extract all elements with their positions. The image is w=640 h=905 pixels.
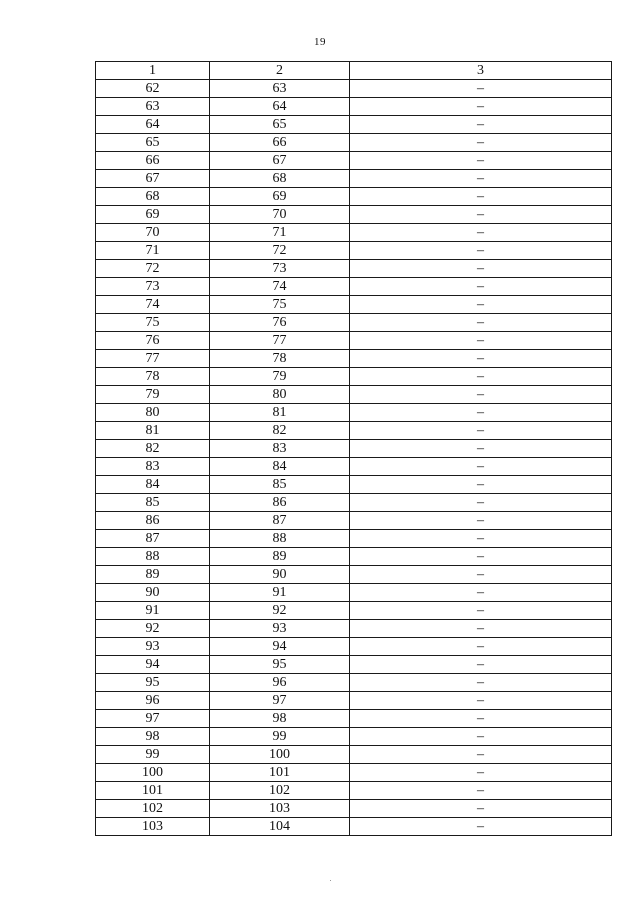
column-header-2: 2: [210, 62, 350, 80]
table-cell-col-1: 71: [96, 242, 210, 260]
table-cell-col-2: 91: [210, 584, 350, 602]
table-cell-col-1: 65: [96, 134, 210, 152]
table-row: [96, 512, 612, 530]
table-cell-col-3: –: [350, 764, 612, 782]
table-cell-col-2: 79: [210, 368, 350, 386]
table-cell-col-3: –: [350, 116, 612, 134]
table-cell-col-1: 92: [96, 620, 210, 638]
table-cell-col-3: –: [350, 566, 612, 584]
table-cell-col-2: 86: [210, 494, 350, 512]
table-row: [96, 152, 612, 170]
table-cell-col-2: 90: [210, 566, 350, 584]
table-row: [96, 782, 612, 800]
table-row: [96, 800, 612, 818]
table-cell-col-3: –: [350, 746, 612, 764]
table-row: [96, 296, 612, 314]
table-cell-col-1: 80: [96, 404, 210, 422]
table-cell-col-1: 95: [96, 674, 210, 692]
table-cell-col-1: 86: [96, 512, 210, 530]
table-row: [96, 692, 612, 710]
table-cell-col-2: 84: [210, 458, 350, 476]
table-cell-col-2: 87: [210, 512, 350, 530]
table-row: [96, 80, 612, 98]
table-cell-col-2: 75: [210, 296, 350, 314]
table-cell-col-2: 78: [210, 350, 350, 368]
table-row: [96, 656, 612, 674]
table-cell-col-3: –: [350, 476, 612, 494]
table-cell-col-1: 62: [96, 80, 210, 98]
table-row: [96, 674, 612, 692]
table-row: [96, 566, 612, 584]
table-cell-col-1: 83: [96, 458, 210, 476]
table-cell-col-1: 91: [96, 602, 210, 620]
table-cell-col-2: 64: [210, 98, 350, 116]
table-cell-col-1: 74: [96, 296, 210, 314]
table-cell-col-1: 93: [96, 638, 210, 656]
table-cell-col-2: 65: [210, 116, 350, 134]
table-cell-col-2: 103: [210, 800, 350, 818]
table-row: [96, 494, 612, 512]
table-row: [96, 350, 612, 368]
table-cell-col-2: 74: [210, 278, 350, 296]
table-cell-col-2: 102: [210, 782, 350, 800]
table-cell-col-3: –: [350, 206, 612, 224]
table-row: [96, 422, 612, 440]
table-row: [96, 458, 612, 476]
table-row: [96, 548, 612, 566]
table-cell-col-1: 76: [96, 332, 210, 350]
table-cell-col-3: –: [350, 260, 612, 278]
table-cell-col-1: 79: [96, 386, 210, 404]
table-cell-col-2: 72: [210, 242, 350, 260]
table-cell-col-2: 67: [210, 152, 350, 170]
table-cell-col-3: –: [350, 440, 612, 458]
table-cell-col-1: 75: [96, 314, 210, 332]
table-row: [96, 620, 612, 638]
table-cell-col-1: 67: [96, 170, 210, 188]
table-cell-col-1: 102: [96, 800, 210, 818]
table-cell-col-1: 66: [96, 152, 210, 170]
table-cell-col-3: –: [350, 170, 612, 188]
table-cell-col-2: 63: [210, 80, 350, 98]
table-cell-col-3: –: [350, 296, 612, 314]
table-cell-col-2: 94: [210, 638, 350, 656]
table-row: [96, 728, 612, 746]
table-row: [96, 242, 612, 260]
table-cell-col-2: 93: [210, 620, 350, 638]
table-row: [96, 764, 612, 782]
table-cell-col-1: 98: [96, 728, 210, 746]
table-cell-col-3: –: [350, 656, 612, 674]
table-cell-col-3: –: [350, 98, 612, 116]
table-cell-col-3: –: [350, 242, 612, 260]
table-cell-col-3: –: [350, 134, 612, 152]
table-cell-col-2: 98: [210, 710, 350, 728]
table-cell-col-3: –: [350, 278, 612, 296]
table-cell-col-1: 96: [96, 692, 210, 710]
table-cell-col-2: 88: [210, 530, 350, 548]
table-cell-col-1: 69: [96, 206, 210, 224]
table-cell-col-3: –: [350, 818, 612, 836]
table-row: [96, 98, 612, 116]
table-row: [96, 332, 612, 350]
table-row: [96, 530, 612, 548]
table-cell-col-1: 84: [96, 476, 210, 494]
table-cell-col-2: 101: [210, 764, 350, 782]
table-body: [96, 80, 612, 836]
table-row: [96, 404, 612, 422]
table-cell-col-2: 71: [210, 224, 350, 242]
table-row: [96, 188, 612, 206]
table-row: [96, 224, 612, 242]
table-cell-col-1: 68: [96, 188, 210, 206]
table-row: [96, 584, 612, 602]
table-row: [96, 170, 612, 188]
table-row: [96, 476, 612, 494]
table-cell-col-3: –: [350, 620, 612, 638]
table-cell-col-2: 76: [210, 314, 350, 332]
header-row: [96, 62, 612, 80]
table-cell-col-2: 82: [210, 422, 350, 440]
page-number: 19: [314, 36, 326, 48]
table-cell-col-3: –: [350, 188, 612, 206]
table-cell-col-2: 77: [210, 332, 350, 350]
table-cell-col-3: –: [350, 674, 612, 692]
table-cell-col-1: 78: [96, 368, 210, 386]
column-header-3: 3: [350, 62, 612, 80]
table-cell-col-1: 64: [96, 116, 210, 134]
column-header-1: 1: [96, 62, 210, 80]
table-cell-col-2: 99: [210, 728, 350, 746]
table-cell-col-3: –: [350, 602, 612, 620]
table-cell-col-2: 100: [210, 746, 350, 764]
table-cell-col-3: –: [350, 458, 612, 476]
table-cell-col-3: –: [350, 422, 612, 440]
data-table: [95, 61, 612, 836]
table-cell-col-2: 70: [210, 206, 350, 224]
table-cell-col-3: –: [350, 404, 612, 422]
table-cell-col-1: 63: [96, 98, 210, 116]
table-cell-col-1: 90: [96, 584, 210, 602]
table-cell-col-1: 73: [96, 278, 210, 296]
table-row: [96, 260, 612, 278]
table-cell-col-3: –: [350, 584, 612, 602]
table-row: [96, 746, 612, 764]
table-cell-col-3: –: [350, 512, 612, 530]
table-cell-col-2: 96: [210, 674, 350, 692]
table-cell-col-3: –: [350, 494, 612, 512]
table-cell-col-2: 92: [210, 602, 350, 620]
table-cell-col-2: 89: [210, 548, 350, 566]
table-cell-col-2: 80: [210, 386, 350, 404]
table-row: [96, 278, 612, 296]
table-cell-col-1: 85: [96, 494, 210, 512]
table-cell-col-2: 69: [210, 188, 350, 206]
table-cell-col-1: 89: [96, 566, 210, 584]
table-row: [96, 440, 612, 458]
table-cell-col-3: –: [350, 800, 612, 818]
table-row: [96, 710, 612, 728]
table-row: [96, 818, 612, 836]
table-cell-col-2: 83: [210, 440, 350, 458]
table-row: [96, 116, 612, 134]
table-cell-col-3: –: [350, 692, 612, 710]
table-row: [96, 206, 612, 224]
table-row: [96, 134, 612, 152]
table-cell-col-3: –: [350, 782, 612, 800]
table-row: [96, 602, 612, 620]
table-cell-col-3: –: [350, 530, 612, 548]
table-row: [96, 638, 612, 656]
table-cell-col-3: –: [350, 152, 612, 170]
table-row: [96, 314, 612, 332]
table-cell-col-2: 85: [210, 476, 350, 494]
table-cell-col-2: 97: [210, 692, 350, 710]
table-cell-col-2: 104: [210, 818, 350, 836]
table-cell-col-3: –: [350, 224, 612, 242]
table-cell-col-1: 94: [96, 656, 210, 674]
table-cell-col-1: 88: [96, 548, 210, 566]
table-cell-col-1: 77: [96, 350, 210, 368]
table-cell-col-1: 100: [96, 764, 210, 782]
table-cell-col-3: –: [350, 728, 612, 746]
table-cell-col-2: 95: [210, 656, 350, 674]
table-cell-col-3: –: [350, 710, 612, 728]
table-cell-col-2: 81: [210, 404, 350, 422]
scan-speck: [330, 880, 331, 881]
table-cell-col-2: 66: [210, 134, 350, 152]
table-cell-col-1: 82: [96, 440, 210, 458]
table-cell-col-1: 72: [96, 260, 210, 278]
table-row: [96, 386, 612, 404]
table-cell-col-3: –: [350, 386, 612, 404]
table-cell-col-3: –: [350, 80, 612, 98]
table-cell-col-1: 97: [96, 710, 210, 728]
table-cell-col-3: –: [350, 368, 612, 386]
table-cell-col-1: 70: [96, 224, 210, 242]
table-cell-col-1: 81: [96, 422, 210, 440]
table-header: [96, 62, 612, 80]
table-cell-col-2: 73: [210, 260, 350, 278]
table-cell-col-3: –: [350, 350, 612, 368]
table-cell-col-1: 99: [96, 746, 210, 764]
table-cell-col-3: –: [350, 548, 612, 566]
table-cell-col-3: –: [350, 638, 612, 656]
table-cell-col-1: 103: [96, 818, 210, 836]
table-cell-col-2: 68: [210, 170, 350, 188]
table-cell-col-3: –: [350, 314, 612, 332]
table-cell-col-3: –: [350, 332, 612, 350]
table-cell-col-1: 87: [96, 530, 210, 548]
table-cell-col-1: 101: [96, 782, 210, 800]
table-row: [96, 368, 612, 386]
